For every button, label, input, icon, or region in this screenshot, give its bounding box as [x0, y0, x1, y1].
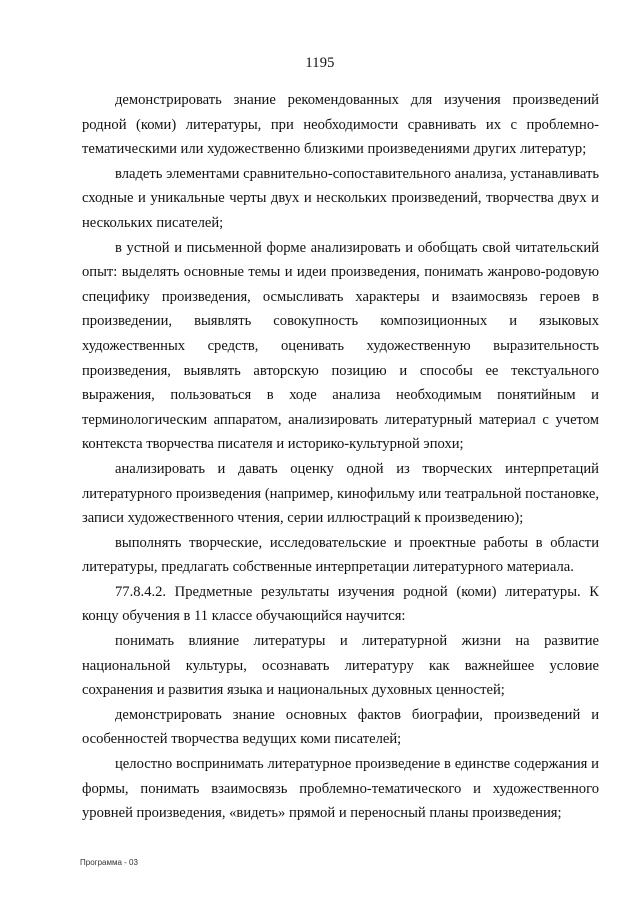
- paragraph-6: 77.8.4.2. Предметные результаты изучения родной (коми) литературы. К концу обучения в 11 классе обучающийся научится:: [82, 583, 599, 625]
- footer-label: Программа - 03: [80, 858, 138, 867]
- paragraph-4: анализировать и давать оценку одной из творческих интерпретаций литературного произведения (например, кинофильму или театральной постановке, записи художественного чтения, серии иллюстраций к произведению);: [82, 460, 599, 527]
- paragraph-2: владеть элементами сравнительно-сопоставительного анализа, устанавливать сходные и уникальные черты двух и нескольких произведений, творчества двух и нескольких писателей;: [82, 165, 599, 231]
- paragraph-5: выполнять творческие, исследовательские и проектные работы в области литературы, предлагать собственные интерпретации литературного материала.: [82, 534, 599, 576]
- body-text: [82, 88, 599, 826]
- paragraph-1: демонстрировать знание рекомендованных для изучения произведений родной (коми) литературы, при необходимости сравнивать их с проблемно-тематическими или художественно близкими произведениями других литератур;: [82, 92, 599, 158]
- paragraph-7: понимать влияние литературы и литературной жизни на развитие национальной культуры, осознавать литературу как важнейшее условие сохранения и развития языка и национальных духовных ценностей;: [82, 633, 599, 699]
- paragraph-8: демонстрировать знание основных фактов биографии, произведений и особенностей творчества ведущих коми писателей;: [82, 706, 599, 748]
- page-number: 1195: [305, 55, 335, 71]
- paragraph-9: целостно воспринимать литературное произведение в единстве содержания и формы, понимать взаимосвязь проблемно-тематического и художественного уровней произведения, «видеть» прямой и переносный планы произведения;: [82, 756, 599, 822]
- paragraph-3: в устной и письменной форме анализировать и обобщать свой читательский опыт: выделять основные темы и идеи произведения, понимать жанрово-родовую специфику произведения, осмысливать характеры и взаимосвязь героев в произведении, выявлять совокупность композиционных и языковых художественных средств, оценивать художественную выразительность произведения, выявлять авторскую позицию и способы ее текстуального выражения, пользоваться в ходе анализа необходимым понятийным и терминологическим аппаратом, анализировать литературный материал с учетом контекста творчества писателя и историко-культурной эпохи;: [82, 239, 599, 453]
